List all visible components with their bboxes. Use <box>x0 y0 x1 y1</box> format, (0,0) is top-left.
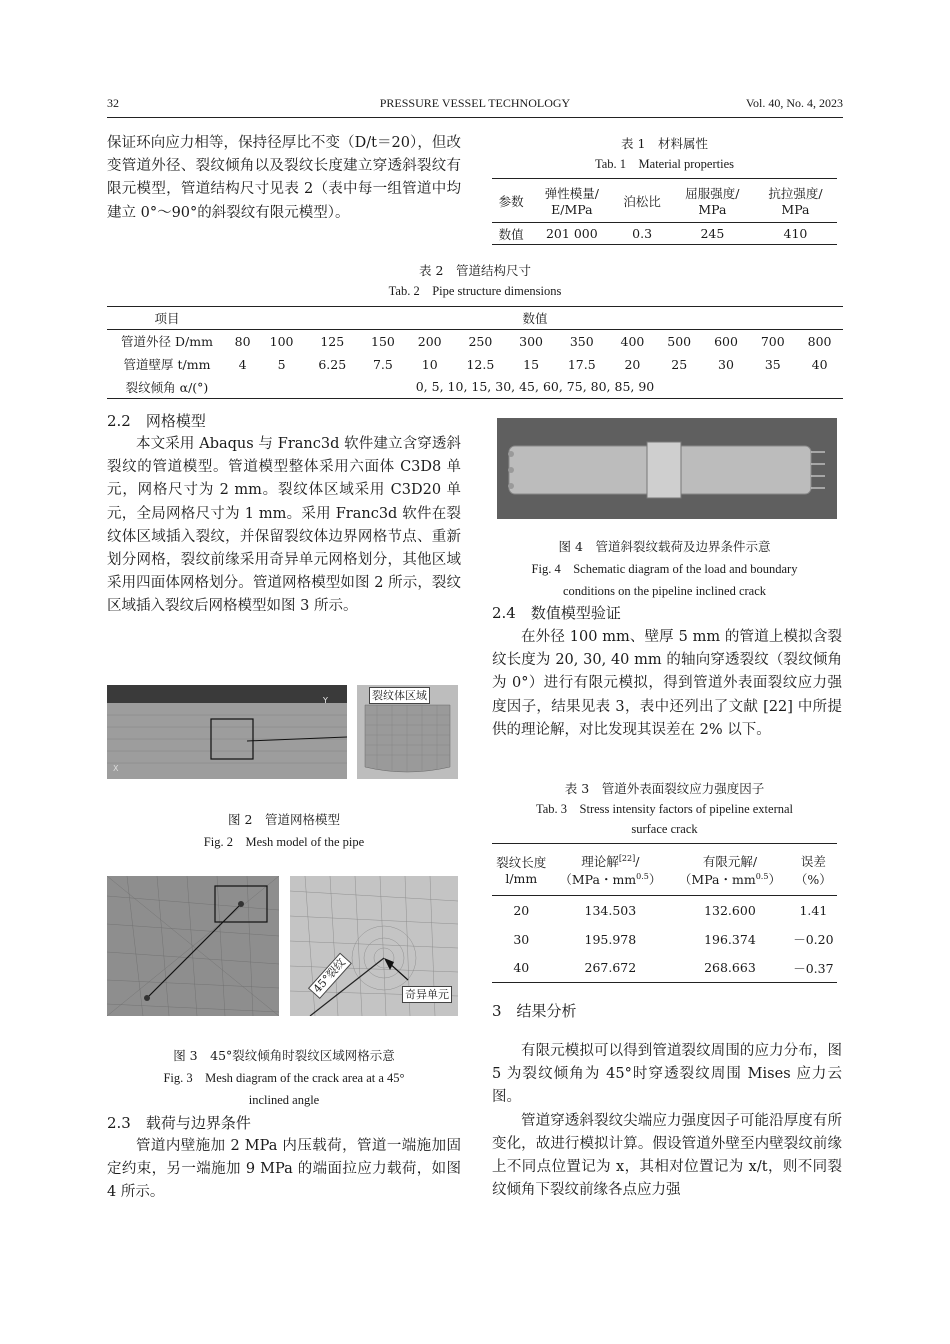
table-row <box>492 925 837 954</box>
table-row <box>492 896 837 925</box>
crack-tip-mesh-image <box>290 876 458 1016</box>
figure4-caption-en-2: conditions on the pipeline inclined crack <box>562 584 767 598</box>
table-row <box>492 954 837 983</box>
crack-body-label: 裂纹体区域 <box>369 687 430 704</box>
table3-header-error: 误差 （%） <box>794 853 832 887</box>
table1-title-cn: 表 1 材料属性 <box>621 136 708 151</box>
singular-element-label: 奇异单元 <box>402 986 452 1003</box>
table1-cell: 数值 <box>498 226 524 242</box>
section-3-title: 3 结果分析 <box>492 1002 577 1020</box>
table1-block <box>492 134 837 245</box>
table3-cell: 132.600 <box>704 902 756 918</box>
table1-header-cell: 弹性模量/ E/MPa <box>544 186 599 217</box>
table2-cell: 125 <box>320 333 345 349</box>
crack-area-mesh-image <box>107 876 279 1016</box>
section-2-3-text: 管道内壁施加 2 MPa 内压载荷，管道一端施加固定约束，另一端施加 9 MPa 的端面拉应力载荷，如图 4 所示。 <box>107 1138 461 1201</box>
table3-cell: －0.20 <box>793 932 834 947</box>
pipe-load-boundary-image <box>497 418 837 519</box>
table2-title-en: Tab. 2 Pipe structure dimensions <box>388 284 562 298</box>
table2-cell: 12.5 <box>466 356 495 372</box>
section-2-2-text: 本文采用 Abaqus 与 Franc3d 软件建立含穿透斜裂纹的管道模型。管道模型整体采用六面体 C3D8 单元，网格尺寸为 2 mm。裂纹体区域采用 C3D20 单元，全局网格尺寸为 1 mm。采用 Franc3d 软件在裂纹体区域插入裂纹，并保留裂纹体边界网格节点、重新划分网格，裂纹前缘采用奇异单元网格划分，其他区域采用四面体网格划分。管道网格模型如图 2 所示，裂纹区域插入裂纹后网格模型如图 3 所示。 <box>107 436 461 615</box>
figure3-caption-cn: 图 3 45°裂纹倾角时裂纹区域网格示意 <box>173 1048 395 1063</box>
table2-cell: 40 <box>811 356 828 372</box>
table1-cell: 410 <box>783 226 808 241</box>
table2-cell: 350 <box>569 333 594 349</box>
table3-cell: 267.672 <box>584 960 637 976</box>
table1-header-cell: 抗拉强度/ MPa <box>768 186 823 217</box>
table3-block <box>492 779 837 983</box>
table2-cell: 800 <box>807 333 832 349</box>
pipe-load-graphic <box>497 418 837 519</box>
volume-info: Vol. 40, No. 4, 2023 <box>745 96 843 110</box>
pipe-mesh-graphic <box>107 685 347 779</box>
table2-title-cn: 表 2 管道结构尺寸 <box>419 263 531 278</box>
table2 <box>107 306 843 399</box>
figure3-caption-en-1: Fig. 3 Mesh diagram of the crack area at a 45° <box>163 1071 405 1085</box>
table2-header-value: 数值 <box>522 311 548 326</box>
table2-cell: 20 <box>624 356 641 372</box>
table2-cell: 25 <box>671 356 688 372</box>
svg-text:X: X <box>113 764 119 773</box>
figure2-caption-cn: 图 2 管道网格模型 <box>228 812 340 827</box>
table3-header-fem: 有限元解/ （MPa・$mm^{0.5}$） <box>678 853 781 887</box>
section-2-2-title: 2.2 网格模型 <box>107 412 206 430</box>
crack-area-graphic <box>107 876 279 1016</box>
table2-cell: 80 <box>234 333 251 349</box>
section-2-4-text-b: ] 中所提供的理论解，对比发现其误差在 2% 以下。 <box>492 698 842 738</box>
table3-cell: 195.978 <box>584 931 637 947</box>
table2-block <box>107 261 843 399</box>
table1-header-cell: 屈服强度/ MPa <box>685 186 740 217</box>
table2-cell: 400 <box>620 333 645 349</box>
table3-title-en-1: Tab. 3 Stress intensity factors of pipeline external <box>535 802 794 816</box>
section-2-4-title: 2.4 数值模型验证 <box>492 604 621 622</box>
table2-cell: 6.25 <box>318 356 347 372</box>
crack-body-mesh-image <box>357 685 458 779</box>
table2-cell: 200 <box>417 333 442 349</box>
table1-title-en: Tab. 1 Material properties <box>594 157 734 171</box>
table2-cell: 150 <box>371 333 395 349</box>
intro-paragraph: 保证环向应力相等，保持径厚比不变（D/t＝20），但改变管道外径、裂纹倾角以及裂纹长度建立穿透斜裂纹有限元模型，管道结构尺寸见表 2（表中每一组管道中均建立 0°～90°的斜裂纹有限元模型）。 <box>107 135 461 221</box>
table3-cell: 1.41 <box>799 902 828 918</box>
table2-row-label: 管道壁厚 t/mm <box>123 357 211 372</box>
section-2-3-title: 2.3 载荷与边界条件 <box>107 1114 251 1132</box>
table2-cell: 7.5 <box>372 356 393 372</box>
section-3-text <box>492 1040 842 1202</box>
table2-cell: 700 <box>760 333 785 349</box>
table2-cell: 17.5 <box>567 356 596 372</box>
figure4-caption-cn: 图 4 管道斜裂纹载荷及边界条件示意 <box>558 539 771 554</box>
header-rule <box>107 117 843 118</box>
table-row <box>107 330 843 353</box>
table2-cell: 10 <box>421 356 438 372</box>
table2-cell: 4 <box>238 356 247 372</box>
table3 <box>492 843 837 983</box>
table1-header-cell: 泊松比 <box>623 193 661 209</box>
table3-cell: 268.663 <box>704 960 756 976</box>
table3-header-length: 裂纹长度 l/mm <box>496 855 547 886</box>
table1-cell: 0.3 <box>632 226 653 241</box>
table2-cell: 250 <box>468 333 493 349</box>
table2-cell: 100 <box>269 333 294 349</box>
table1-cell: 201 000 <box>545 226 598 241</box>
table3-cell: 30 <box>513 931 530 947</box>
pipe-mesh-image <box>107 685 347 779</box>
table1-cell: 245 <box>700 226 725 241</box>
table3-cell: 134.503 <box>584 902 637 918</box>
table3-header-theory: 理论解[22]/ （MPa・$mm^{0.5}$） <box>559 853 662 887</box>
table2-cell: 500 <box>667 333 692 349</box>
table2-row-label: 管道外径 D/mm <box>121 334 213 350</box>
table2-cell: 30 <box>718 356 734 372</box>
crack-45-label: 45°裂纹 <box>308 953 352 999</box>
table2-header-item: 项目 <box>154 311 180 326</box>
table2-cell: 5 <box>277 356 286 372</box>
table3-cell: 20 <box>513 902 530 918</box>
table2-cell: 600 <box>714 333 738 349</box>
table-row <box>107 353 843 376</box>
reference-link[interactable]: 22 <box>768 698 788 715</box>
section-3-paragraph-2: 管道穿透斜裂纹尖端应力强度因子可能沿厚度有所变化，故进行模拟计算。假设管道外壁至内壁裂纹前缘上不同点位置记为 x，其相对位置记为 x/t，则不同裂纹倾角下裂纹前缘各点应力强 <box>492 1112 842 1199</box>
section-2-4-text-a: 在外径 100 mm、壁厚 5 mm 的管道上模拟含裂纹长度为 20, 30, 40 mm 的轴向穿透裂纹（裂纹倾角为 0°）进行有限元模拟，得到管道外表面裂纹应力强度因子，结果见表 3，表中还列出了文献 [ <box>492 629 842 715</box>
table2-angle-label: 裂纹倾角 α/(°) <box>125 379 209 395</box>
page-number: 32 <box>107 96 119 110</box>
figure2-caption-en: Fig. 2 Mesh model of the pipe <box>203 835 365 849</box>
table3-cell: 40 <box>513 960 530 976</box>
section-3-paragraph-1: 有限元模拟可以得到管道裂纹周围的应力分布，图 5 为裂纹倾角为 45°时穿透裂纹周围 Mises 应力云图。 <box>492 1043 842 1106</box>
table2-cell: 300 <box>519 333 543 349</box>
table3-title-en-2: surface crack <box>631 822 698 836</box>
table2-cell: 15 <box>523 356 540 372</box>
journal-name: PRESSURE VESSEL TECHNOLOGY <box>379 96 571 110</box>
section-2-4-text <box>492 626 842 742</box>
table2-cell: 35 <box>764 356 781 372</box>
figure3-caption-en-2: inclined angle <box>248 1093 320 1107</box>
table1-header-cell: 参数 <box>498 193 524 209</box>
table2-angle-values: 0, 5, 10, 15, 30, 45, 60, 75, 80, 85, 90 <box>415 379 655 395</box>
table3-cell: －0.37 <box>793 960 834 976</box>
svg-text:Y: Y <box>323 696 328 705</box>
table1 <box>492 178 837 245</box>
figure4-caption-en-1: Fig. 4 Schematic diagram of the load and boundary <box>531 562 798 576</box>
table3-title-cn: 表 3 管道外表面裂纹应力强度因子 <box>564 781 765 796</box>
table3-cell: 196.374 <box>704 931 756 947</box>
